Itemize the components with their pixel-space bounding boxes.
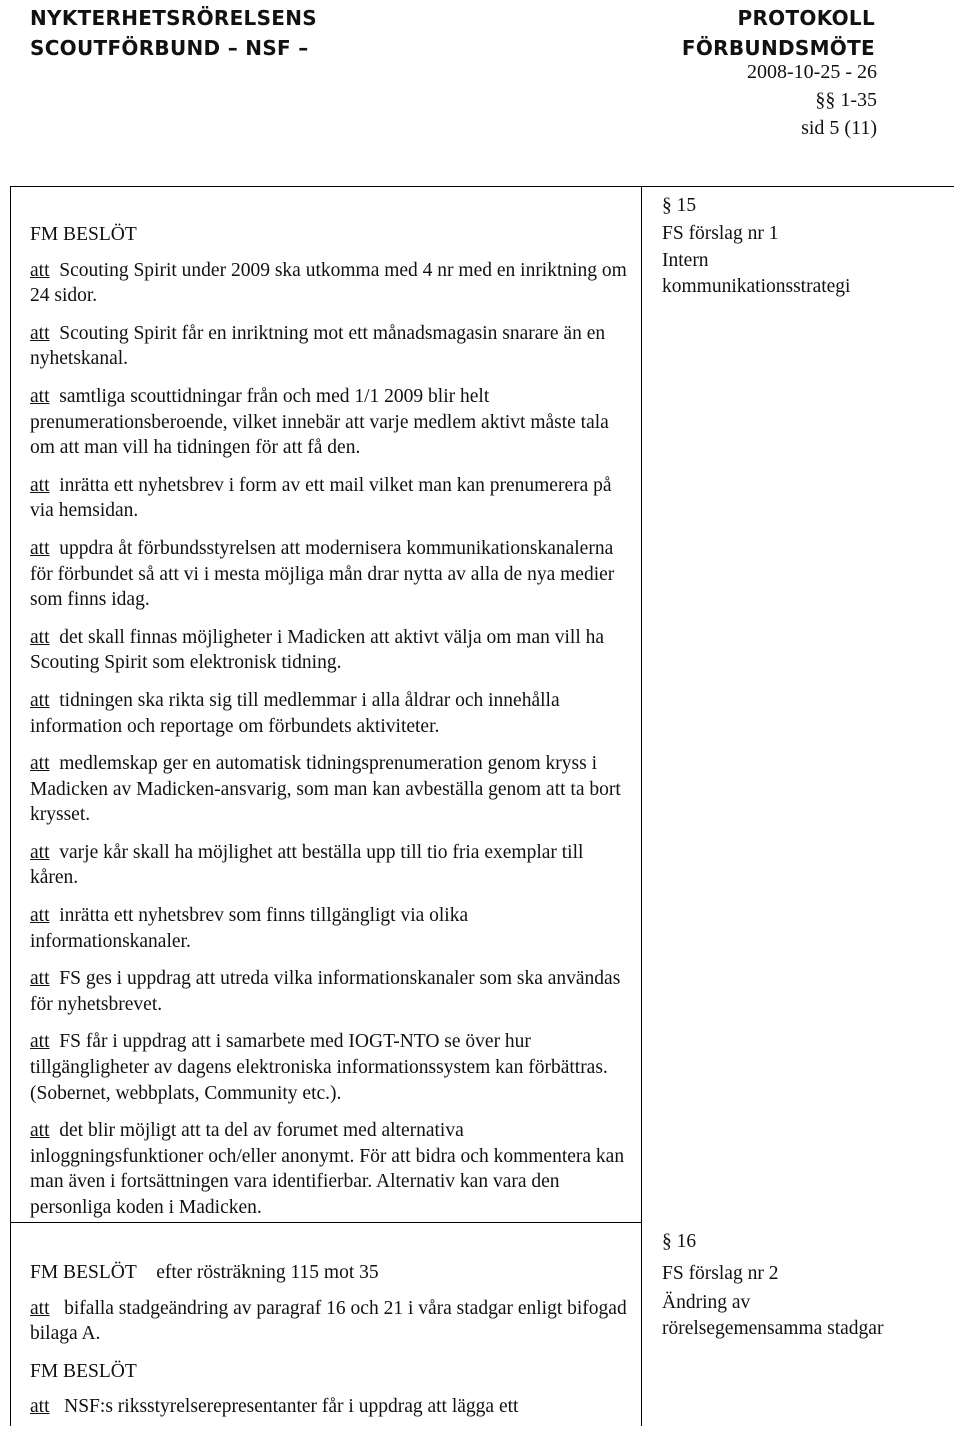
- decision-item: att NSF:s riksstyrelserepresentanter får i uppdrag att lägga ett: [30, 1396, 519, 1418]
- org-line-2: SCOUTFÖRBUND – NSF –: [30, 36, 309, 60]
- organization-name: [30, 3, 317, 63]
- document-type-block: [682, 3, 875, 63]
- meeting-date: 2008-10-25 - 26: [747, 61, 877, 83]
- table-column-divider: [641, 186, 642, 1426]
- decision-item: att tidningen ska rikta sig till medlemmar i alla åldrar och innehålla information och reportage om förbundets aktiviteter.: [30, 689, 560, 737]
- decision-item: att det blir möjligt att ta del av forumet med alternativa inloggningsfunktioner och/eller anonymt. För att bidra och kommentera kan man även i fortsättningen vara identifierbar. Alternativ kan vara den personliga koden i Madicken.: [30, 1120, 625, 1218]
- decision-item: att det skall finnas möjligheter i Madicken att aktivt välja om man vill ha Scouting Spirit som elektronisk tidning.: [30, 626, 605, 674]
- section-16-topic-line-1: Ändring av: [662, 1292, 751, 1313]
- decision-item: att Scouting Spirit får en inriktning mot ett månadsmagasin snarare än en nyhetskanal.: [30, 322, 606, 370]
- decision-item: att bifalla stadgeändring av paragraf 16 och 21 i våra stadgar enligt bifogad bilaga A.: [30, 1297, 627, 1345]
- decision-item: att samtliga scouttidningar från och med 1/1 2009 blir helt prenumerationsberoende, vilket innebär att varje medlem aktivt måste tala om att man vill ha tidningen för att få den.: [30, 385, 609, 459]
- decision-vote-count: efter rösträkning 115 mot 35: [156, 1262, 379, 1283]
- page-number: sid 5 (11): [801, 117, 877, 139]
- org-line-1: NYKTERHETSRÖRELSENS: [30, 6, 317, 30]
- section-16-topic-line-2: rörelsegemensamma stadgar: [662, 1318, 884, 1339]
- section-15-decisions: [30, 222, 630, 1233]
- section-16-info: [662, 1228, 952, 1342]
- decision-heading: FM BESLÖT: [30, 224, 137, 245]
- section-15-info: [662, 192, 952, 300]
- decision-item: att inrätta ett nyhetsbrev i form av ett mail vilket man kan prenumerera på via hemsidan.: [30, 474, 612, 522]
- section-16-number: § 16: [662, 1231, 697, 1252]
- section-16-proposal: FS förslag nr 2: [662, 1263, 779, 1284]
- decision-heading: FM BESLÖT: [30, 1360, 137, 1382]
- section-15-topic-line-2: kommunikationsstrategi: [662, 276, 851, 297]
- section-16-decisions: [30, 1260, 630, 1432]
- decision-item: att medlemskap ger en automatisk tidningsprenumeration genom kryss i Madicken av Madicken-ansvarig, som man kan avbeställa genom att ta bort krysset.: [30, 753, 621, 826]
- table-left-border: [10, 186, 11, 1426]
- section-15-number: § 15: [662, 195, 697, 216]
- section-range: §§ 1-35: [815, 89, 877, 111]
- section-15-topic-line-1: Intern: [662, 250, 709, 271]
- table-top-border: [10, 186, 954, 187]
- section-15-proposal: FS förslag nr 1: [662, 223, 779, 244]
- decision-item: att varje kår skall ha möjlighet att beställa upp till tio fria exemplar till kåren.: [30, 841, 584, 889]
- decision-item: att inrätta ett nyhetsbrev som finns tillgängligt via olika informationskanaler.: [30, 905, 469, 952]
- decision-item: att FS ges i uppdrag att utreda vilka informationskanaler som ska användas för nyhetsbrevet.: [30, 968, 621, 1015]
- document-meta: [747, 58, 877, 142]
- decision-item: att FS får i uppdrag att i samarbete med IOGT-NTO se över hur tillgängligheter av dagens elektroniska informationssystem kan förbättras.(Sobernet, webbplats, Community etc.).: [30, 1031, 608, 1104]
- document-type: PROTOKOLL: [737, 6, 875, 30]
- meeting-name: FÖRBUNDSMÖTE: [681, 36, 875, 60]
- decision-item: att uppdra åt förbundsstyrelsen att modernisera kommunikationskanalerna för förbundet så att vi i mesta möjliga mån drar nytta av alla de nya medier som finns idag.: [30, 537, 615, 611]
- decision-item: att Scouting Spirit under 2009 ska utkomma med 4 nr med en inriktning om 24 sidor.: [30, 259, 627, 307]
- decision-heading: FM BESLÖT efter rösträkning 115 mot 35: [30, 1262, 379, 1283]
